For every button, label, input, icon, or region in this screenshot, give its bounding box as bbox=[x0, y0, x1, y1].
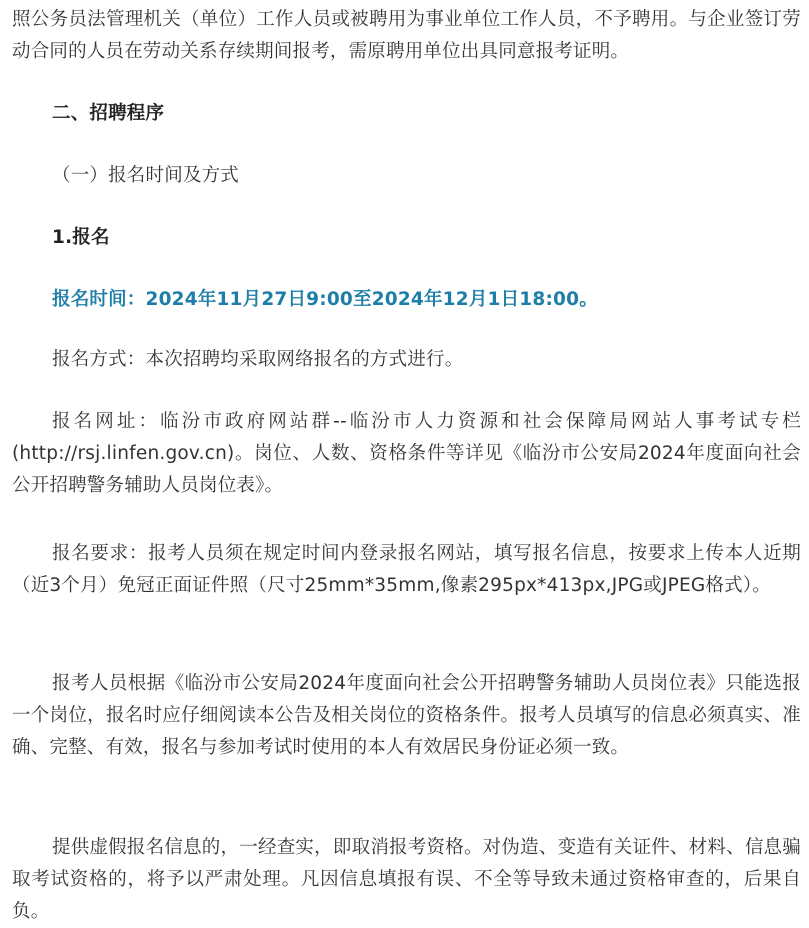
paragraph-eligibility: 照公务员法管理机关（单位）工作人员或被聘用为事业单位工作人员，不予聘用。与企业签订劳动合同的人员在劳动关系存续期间报考，需原聘用单位出具同意报考证明。 bbox=[12, 9, 801, 62]
paragraph-false-information: 提供虚假报名信息的，一经查实，即取消报考资格。对伪造、变造有关证件、材料、信息骗取考试资格的，将予以严肃处理。凡因信息填报有误、不全等导致未通过资格审查的，后果自负。 bbox=[12, 837, 801, 922]
item-heading-registration: 1.报名 bbox=[52, 227, 110, 248]
subsection-heading-registration-time-method: （一）报名时间及方式 bbox=[52, 165, 240, 186]
paragraph-registration-website: 报名网址：临汾市政府网站群--临汾市人力资源和社会保障局网站人事考试专栏(http://rsj.linfen.gov.cn)。岗位、人数、资格条件等详见《临汾市公安局2024年度面向社会公开招聘警务辅助人员岗位表》。 bbox=[12, 411, 801, 496]
registration-time-highlight: 报名时间：2024年11月27日9:00至2024年12月1日18:00。 bbox=[52, 289, 598, 310]
section-heading-recruitment-procedure: 二、招聘程序 bbox=[52, 103, 165, 124]
paragraph-position-selection: 报考人员根据《临汾市公安局2024年度面向社会公开招聘警务辅助人员岗位表》只能选报一个岗位，报名时应仔细阅读本公告及相关岗位的资格条件。报考人员填写的信息必须真实、准确、完整、有效，报名与参加考试时使用的本人有效居民身份证必须一致。 bbox=[12, 673, 801, 758]
paragraph-registration-requirements: 报名要求：报考人员须在规定时间内登录报名网站，填写报名信息，按要求上传本人近期（近3个月）免冠正面证件照（尺寸25mm*35mm,像素295px*413px,JPG或JPEG格式）。 bbox=[12, 543, 801, 596]
paragraph-registration-method: 报名方式：本次招聘均采取网络报名的方式进行。 bbox=[52, 349, 464, 370]
